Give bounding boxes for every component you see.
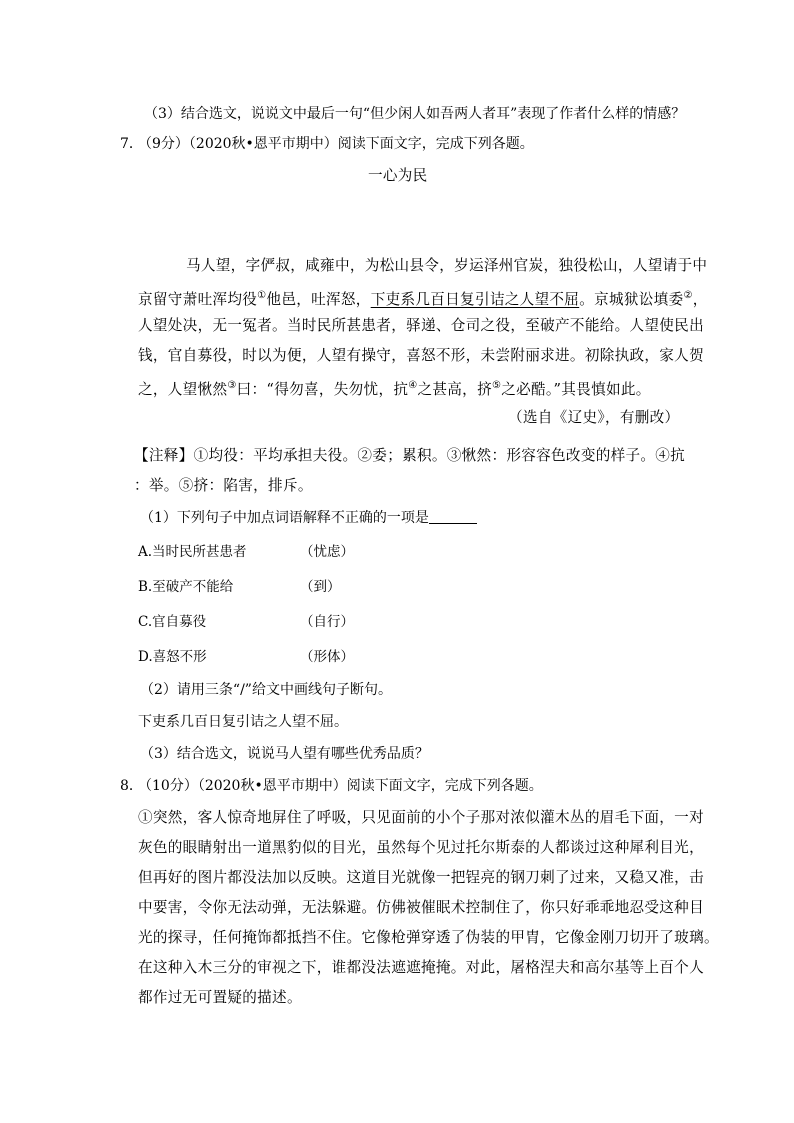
q7-number: 7． xyxy=(120,136,143,152)
option-d-meaning: （形体） xyxy=(300,649,354,665)
q7-subquestion-2-sentence: 下吏系几百日复引诘之人望不屈。 xyxy=(138,714,348,730)
q8-passage-line: 灰色的眼睛射出一道黑豹似的目光，虽然每个见过托尔斯泰的人都谈过这种犀利目光， xyxy=(138,839,704,856)
q8-passage-line: 中要害，令你无法动弹，无法躲避。仿佛被催眠术控制住了，你只好乖乖地忍受这种目 xyxy=(138,899,704,916)
q7-subquestion-2: （2）请用三条“/”给文中画线句子断句。 xyxy=(140,682,392,698)
note-marker-4: ④ xyxy=(408,380,418,391)
notes-line-1: 【注释】①均役：平均承担夫役。②委；累积。③愀然：形容容色改变的样子。④抗 xyxy=(134,447,686,464)
q7-header: （9分）（2020秋•恩平市期中）阅读下面文字，完成下列各题。 xyxy=(138,136,534,152)
q6-subquestion-3: （3）结合选文，说说文中最后一句“但少闲人如吾两人者耳”表现了作者什么样的情感？ xyxy=(144,106,686,122)
q8-passage-line: 都作过无可置疑的描述。 xyxy=(138,989,302,1006)
option-d: D.喜怒不形 xyxy=(138,649,207,665)
option-b-meaning: （到） xyxy=(300,579,341,595)
passage-line: 人望处决，无一冤者。当时民所甚患者，驿递、仓司之役，至破产不能给。人望使民出 xyxy=(138,317,704,334)
note-marker-1: ① xyxy=(257,290,267,301)
passage-title: 一心为民 xyxy=(368,167,428,184)
option-c-meaning: （自行） xyxy=(300,614,354,630)
passage-line: 钱，官自募役，时以为便，人望有操守，喜怒不形，未尝附丽求进。初除执政，家人贺 xyxy=(138,347,704,364)
q8-passage-line: 在这种入木三分的审视之下，谁都没法遮遮掩掩。对此，屠格涅夫和高尔基等上百个人 xyxy=(138,959,704,976)
q7-subquestion-3: （3）结合选文，说说马人望有哪些优秀品质？ xyxy=(140,746,429,762)
option-b: B.至破产不能给 xyxy=(138,579,234,595)
q8-passage-line: 光的探寻，任何掩饰都抵挡不住。它像枪弹穿透了伪装的甲胄，它像金刚刀切开了玻璃。 xyxy=(138,929,719,946)
q8-passage-line: ①突然，客人惊奇地屏住了呼吸，只见面前的小个子那对浓似灌木丛的眉毛下面，一对 xyxy=(138,809,704,826)
q8-passage-line: 但再好的图片都没法加以反映。这道目光就像一把锃亮的钢刀刺了过来，又稳又准，击 xyxy=(138,869,704,886)
note-marker-3: ③ xyxy=(227,380,237,391)
option-c: C.官自募役 xyxy=(138,614,207,630)
note-marker-2: ② xyxy=(683,290,693,301)
underlined-sentence: 下吏系几百日复引诘之人望不屈 xyxy=(370,291,580,308)
notes-line-2: ：举。⑤挤：陷害，排斥。 xyxy=(134,477,313,494)
answer-blank[interactable] xyxy=(429,509,477,524)
passage-line: 京留守萧吐浑均役①他邑，吐浑怒，下吏系几百日复引诘之人望不屈。京城狱讼填委②， xyxy=(138,290,708,308)
q8-number: 8． xyxy=(120,778,143,794)
q7-subquestion-1: （1）下列句子中加点词语解释不正确的一项是 xyxy=(140,508,477,528)
passage-source: （选自《辽史》，有删改） xyxy=(508,409,680,426)
option-a: A.当时民所甚患者 xyxy=(138,544,247,560)
note-marker-5: ⑤ xyxy=(491,380,502,391)
passage-line: 之，人望愀然③曰：“得勿喜，失勿忧，抗④之甚高，挤⑤之必酷。”其畏慎如此。 xyxy=(138,380,651,398)
q8-header: （10分）（2020秋•恩平市期中）阅读下面文字，完成下列各题。 xyxy=(138,778,543,794)
passage-line: 马人望，字俨叔，咸雍中，为松山县令，岁运泽州官炭，独役松山，人望请于中 xyxy=(186,257,708,274)
option-a-meaning: （忧虑） xyxy=(300,544,354,560)
